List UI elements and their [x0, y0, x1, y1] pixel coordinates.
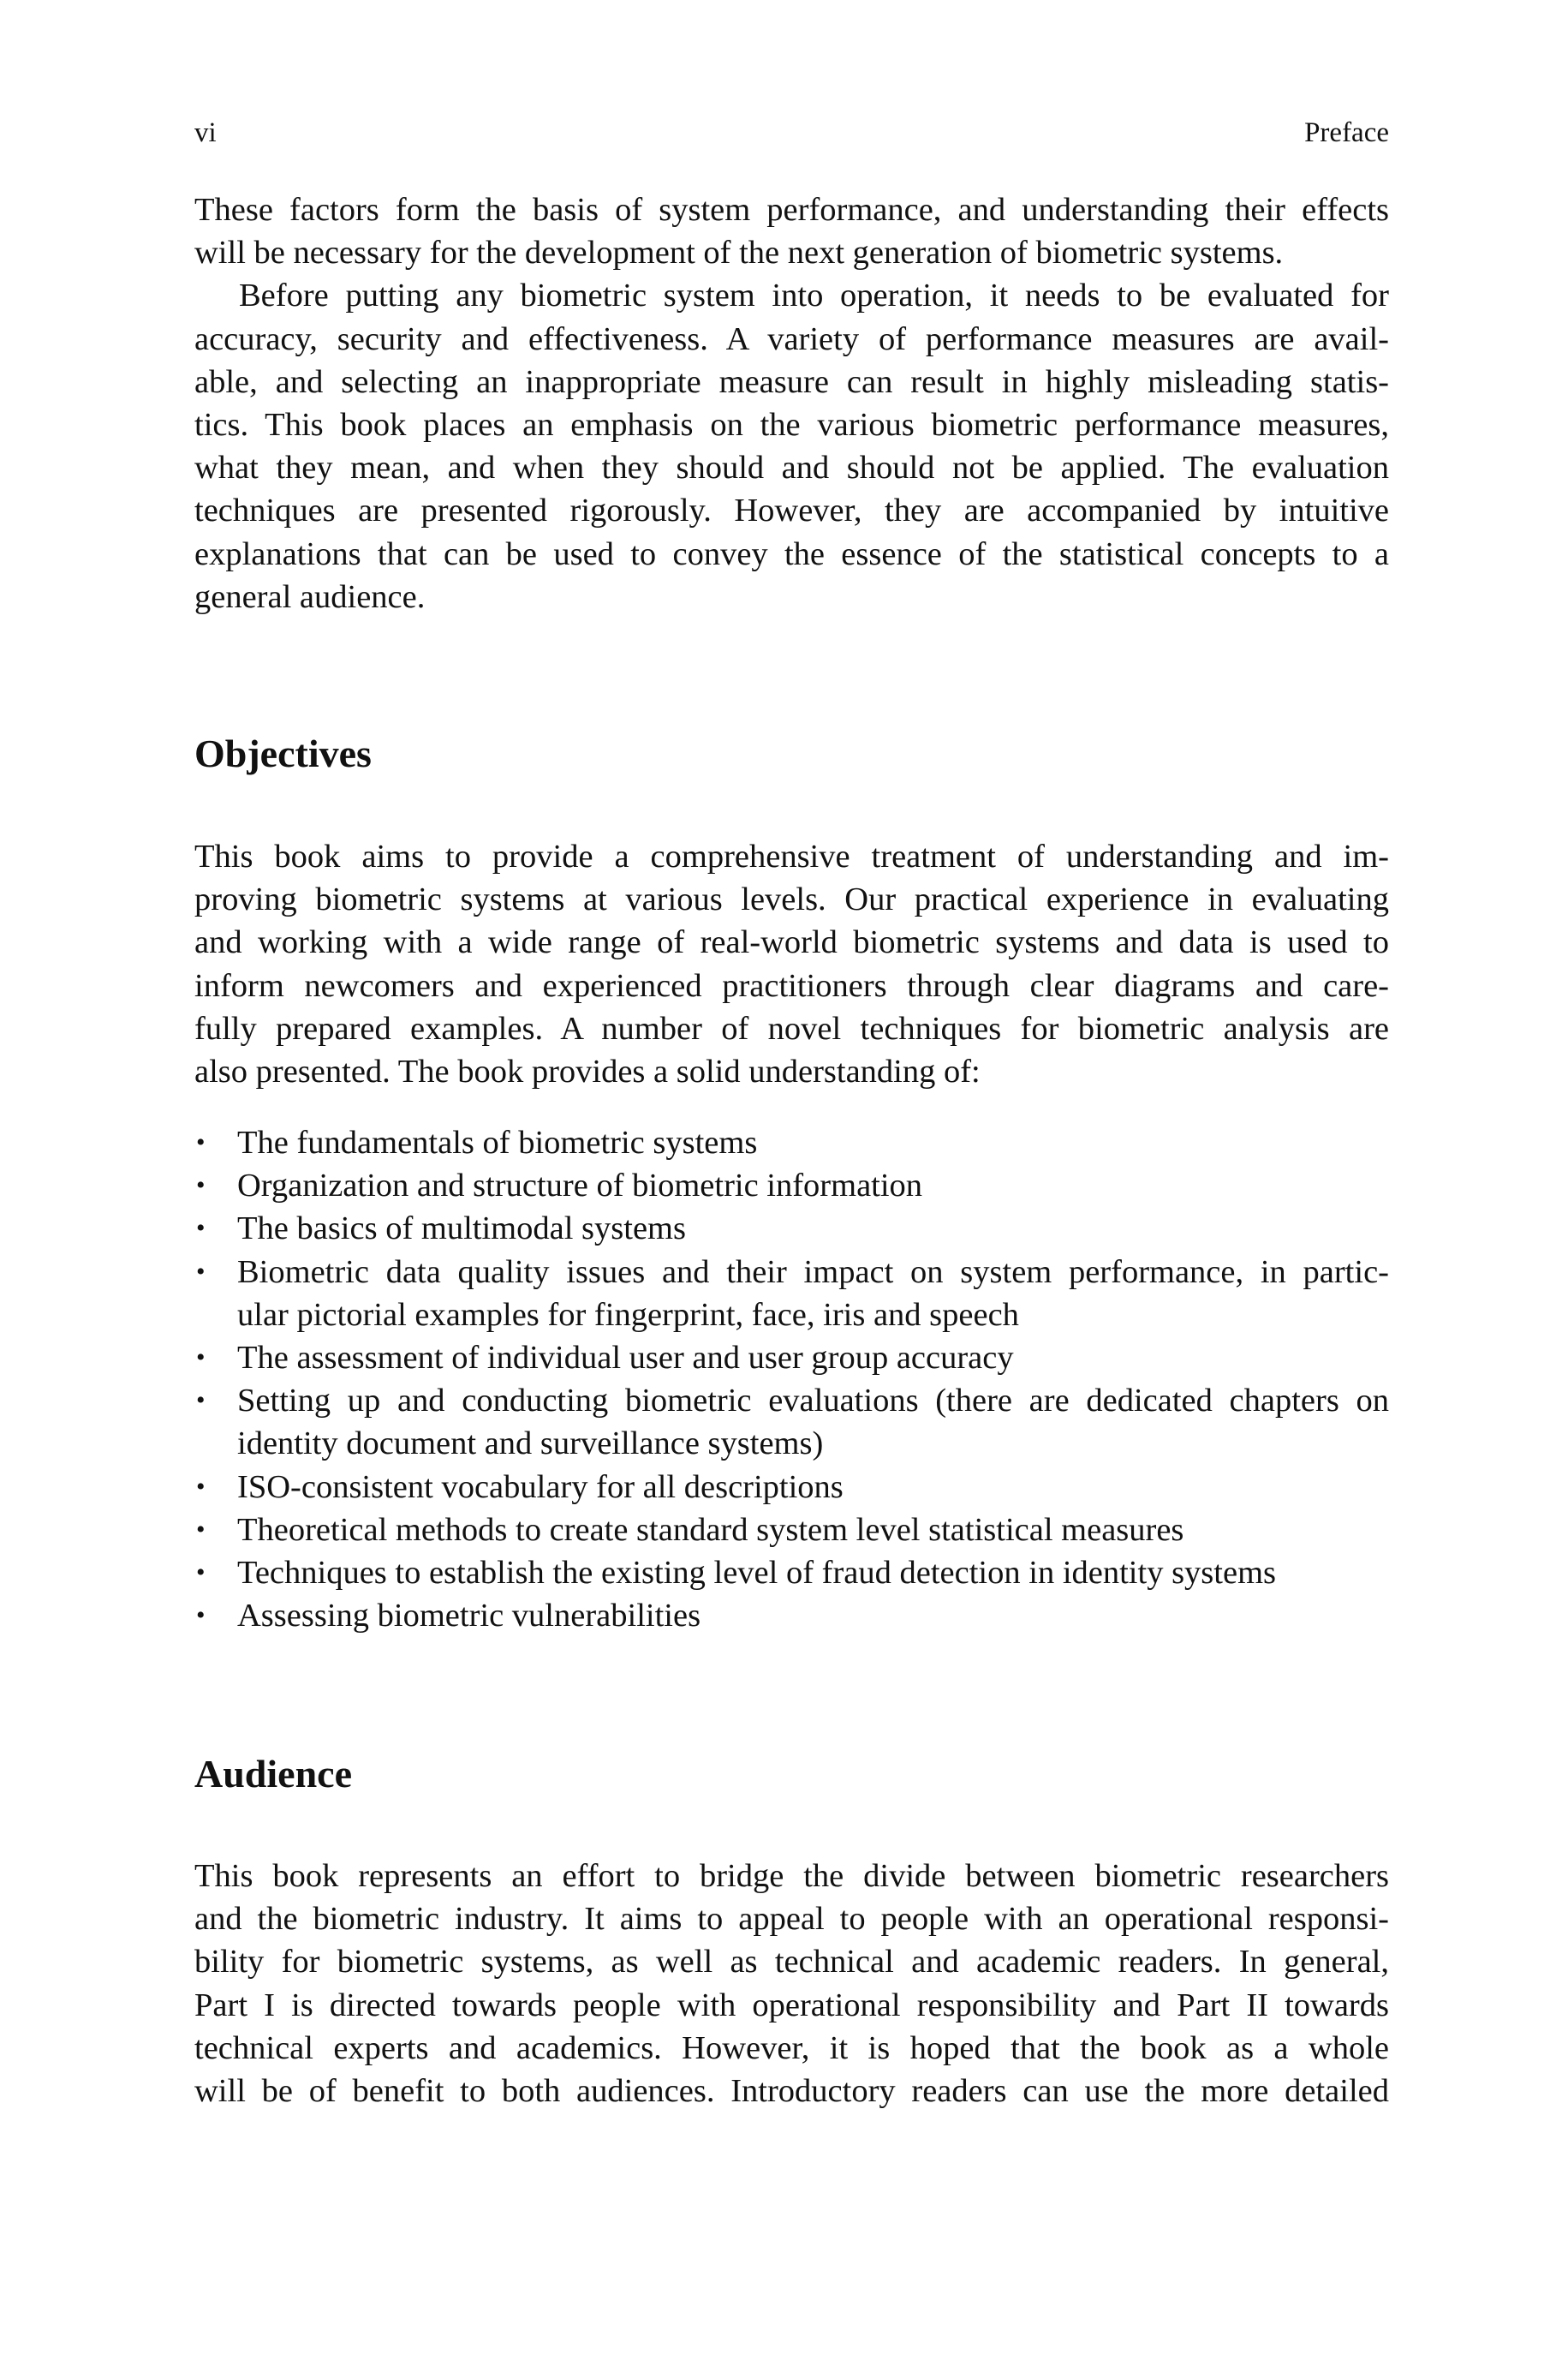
text-line: inform newcomers and experienced practitioners through clear diagrams and care- — [194, 967, 1389, 1004]
objectives-bullet-list — [194, 1121, 1389, 1637]
bullet-text: The basics of multimodal systems — [237, 1210, 686, 1247]
bullet-item — [194, 1164, 1389, 1207]
bullet-item — [194, 1379, 1389, 1465]
text-line: This book represents an effort to bridge the divide between biometric researchers — [194, 1858, 1389, 1894]
text-line: general audience. — [194, 578, 426, 615]
bullet-text: The assessment of individual user and user group accuracy — [237, 1340, 1014, 1377]
text-line: Before putting any biometric system into operation, it needs to be evaluated for — [239, 278, 1389, 314]
text-line: able, and selecting an inappropriate measure can result in highly misleading statis- — [194, 363, 1389, 400]
text-line: fully prepared examples. A number of novel techniques for biometric analysis are — [194, 1010, 1389, 1047]
text-line: will be necessary for the development of the next generation of biometric systems. — [194, 235, 1284, 272]
text-line: also presented. The book provides a solid understanding of: — [194, 1054, 981, 1090]
bullet-icon: • — [196, 1257, 206, 1286]
paragraph — [194, 188, 1389, 274]
audience-heading: Audience — [194, 1752, 352, 1795]
bullet-icon: • — [196, 1515, 206, 1544]
objectives-heading: Objectives — [194, 732, 372, 775]
bullet-icon: • — [196, 1601, 206, 1630]
bullet-text: Biometric data quality issues and their impact on system performance, in partic- — [237, 1253, 1389, 1290]
bullet-text: identity document and surveillance systems) — [237, 1425, 824, 1462]
audience-paragraph — [194, 1855, 1389, 2112]
bullet-text: Techniques to establish the existing level of fraud detection in identity systems — [237, 1555, 1276, 1592]
objectives-paragraph — [194, 835, 1389, 1093]
text-line: will be of benefit to both audiences. Introductory readers can use the more detailed — [194, 2073, 1389, 2110]
text-line: accuracy, security and effectiveness. A variety of performance measures are avail- — [194, 320, 1389, 357]
text-line: technical experts and academics. However, it is hoped that the book as a whole — [194, 2029, 1389, 2066]
bullet-text: Organization and structure of biometric information — [237, 1168, 923, 1204]
intro-section — [194, 188, 1389, 618]
text-line: what they mean, and when they should and should not be applied. The evaluation — [194, 450, 1389, 487]
bullet-item — [194, 1336, 1389, 1379]
text-line: explanations that can be used to convey the essence of the statistical concepts to a — [194, 535, 1389, 572]
bullet-text: Setting up and conducting biometric evaluations (there are dedicated chapters on — [237, 1383, 1389, 1419]
bullet-icon: • — [196, 1214, 206, 1243]
bullet-icon: • — [196, 1558, 206, 1587]
bullet-text: ular pictorial examples for fingerprint, face, iris and speech — [237, 1296, 1019, 1333]
page-number: vi — [194, 117, 217, 148]
bullet-item — [194, 1594, 1389, 1637]
running-title: Preface — [1304, 117, 1389, 148]
bullet-item — [194, 1551, 1389, 1594]
text-line: proving biometric systems at various levels. Our practical experience in evaluating — [194, 881, 1389, 918]
bullet-icon: • — [196, 1171, 206, 1200]
bullet-item — [194, 1509, 1389, 1551]
text-line: This book aims to provide a comprehensive treatment of understanding and im- — [194, 839, 1389, 875]
text-line: Part I is directed towards people with operational responsibility and Part II towards — [194, 1987, 1389, 2023]
text-line: and working with a wide range of real-world biometric systems and data is used to — [194, 924, 1389, 961]
bullet-item — [194, 1466, 1389, 1509]
text-line: tics. This book places an emphasis on the various biometric performance measures, — [194, 407, 1389, 444]
bullet-text: Theoretical methods to create standard system level statistical measures — [237, 1511, 1184, 1548]
bullet-item — [194, 1251, 1389, 1336]
bullet-text: The fundamentals of biometric systems — [237, 1125, 758, 1161]
bullet-text: Assessing biometric vulnerabilities — [237, 1598, 701, 1634]
bullet-icon: • — [196, 1343, 206, 1372]
text-line: These factors form the basis of system performance, and understanding their effects — [194, 192, 1389, 228]
bullet-icon: • — [196, 1472, 206, 1501]
bullet-text: ISO-consistent vocabulary for all descriptions — [237, 1468, 844, 1505]
bullet-item — [194, 1121, 1389, 1164]
text-line: bility for biometric systems, as well as technical and academic readers. In general, — [194, 1944, 1389, 1981]
bullet-icon: • — [196, 1386, 206, 1415]
bullet-icon: • — [196, 1128, 206, 1156]
bullet-item — [194, 1207, 1389, 1250]
text-line: techniques are presented rigorously. However, they are accompanied by intuitive — [194, 493, 1389, 529]
paragraph — [194, 274, 1389, 618]
text-line: and the biometric industry. It aims to appeal to people with an operational responsi- — [194, 1901, 1389, 1938]
